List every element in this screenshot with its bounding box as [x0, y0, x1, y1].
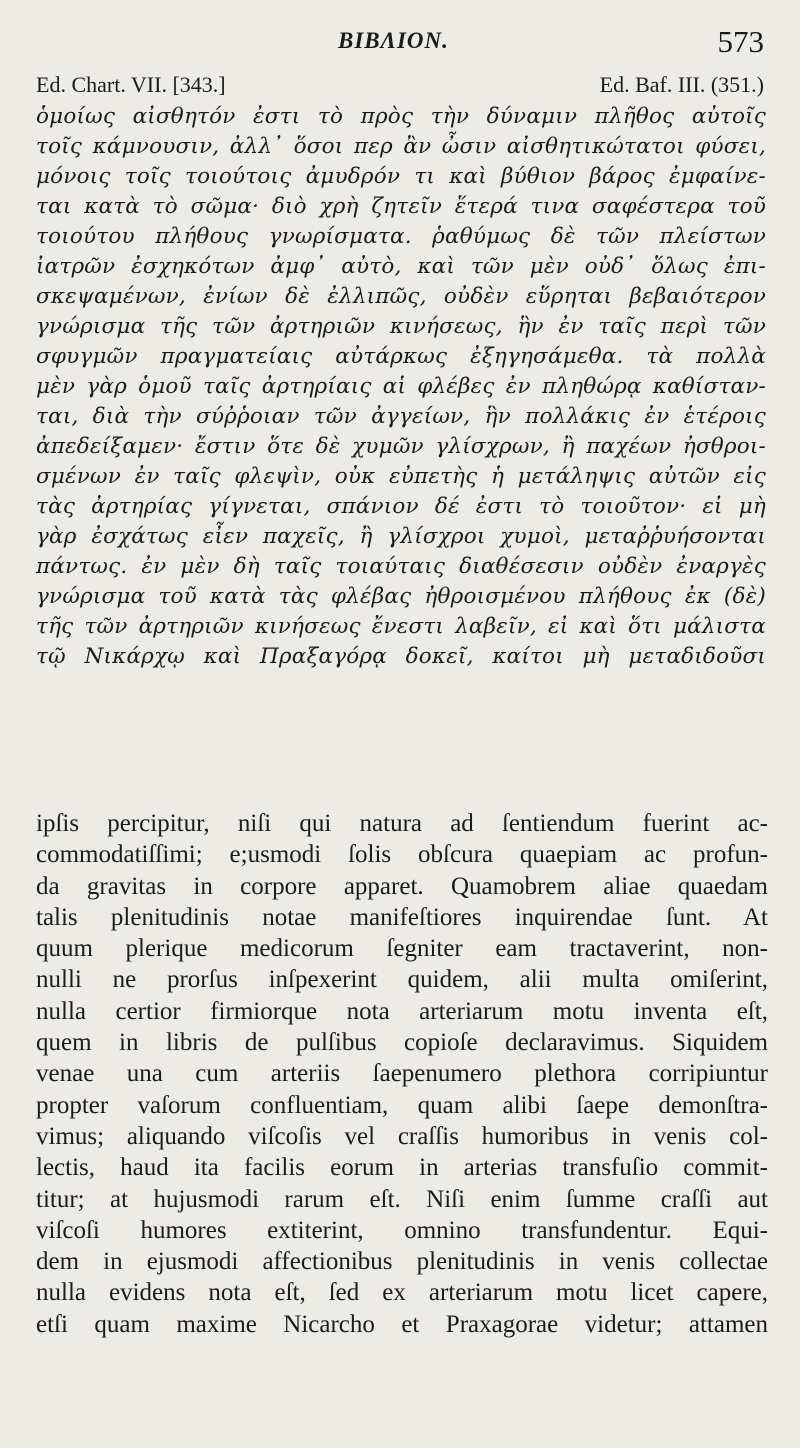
page-number: 573 [717, 24, 764, 59]
latin-text-line: talis plenitudinis notae manifeſtiores inquirendae ſunt. At [36, 903, 768, 931]
greek-text-line: τῷ Νικάρχῳ καὶ Πραξαγόρᾳ δοκεῖ, καίτοι μὴ μεταδιδοῦσι [36, 644, 766, 669]
greek-text-line: γνώρισμα τῆς τῶν ἀρτηριῶν κινήσεως, ἣν ἐν ταῖς περὶ τῶν [36, 314, 766, 339]
greek-text-line: μόνοις τοῖς τοιούτοις ἀμυδρόν τι καὶ βύθιον βάρος ἐμφαίνε- [36, 164, 766, 189]
latin-text-line: etſi quam maxime Nicarcho et Praxagorae videtur; attamen [36, 1310, 768, 1338]
latin-text-line: propter vaſorum confluentiam, quam alibi ſaepe demonſtra- [36, 1091, 768, 1119]
latin-text-line: titur; at hujusmodi rarum eſt. Niſi enim ſumme craſſi aut [36, 1185, 768, 1213]
latin-text-line: nulli ne prorſus inſpexerint quidem, alii multa omiſerint, [36, 966, 768, 994]
greek-text-line: γὰρ ἐσχάτως εἶεν παχεῖς, ἢ γλίσχροι χυμοὶ, μεταῤῥυήσονται [36, 524, 766, 549]
latin-text-line: vimus; aliquando viſcoſis vel craſſis humoribus in venis col- [36, 1122, 768, 1150]
edition-reference-left: Ed. Chart. VII. [343.] [36, 72, 226, 97]
greek-text-line: ὁμοίως αἰσθητόν ἐστι τὸ πρὸς τὴν δύναμιν πλῆθος αὐτοῖς [36, 104, 766, 129]
latin-text-line: dem in ejusmodi affectionibus plenitudinis in venis collectae [36, 1248, 768, 1276]
greek-text-line: γνώρισμα τοῦ κατὰ τὰς φλέβας ἠθροισμένου πλήθους ἐκ (δὲ) [36, 584, 766, 609]
greek-text-line: μὲν γὰρ ὁμοῦ ταῖς ἀρτηρίαις αἱ φλέβες ἐν πληθώρᾳ καθίσταν- [36, 374, 766, 399]
greek-text-line: σφυγμῶν πραγματείαις αὐτάρκως ἐξηγησάμεθα. τὰ πολλὰ [36, 344, 766, 369]
latin-text-line: lectis, haud ita facilis eorum in arterias transfuſio commit- [36, 1154, 768, 1182]
greek-text-line: ται κατὰ τὸ σῶμα· διὸ χρὴ ζητεῖν ἕτερά τινα σαφέστερα τοῦ [36, 194, 766, 219]
latin-text-line: viſcoſi humores extiterint, omnino transfundentur. Equi- [36, 1216, 768, 1244]
latin-text-line: commodatiſſimi; e;usmodi ſolis obſcura quaepiam ac profun- [36, 841, 768, 869]
running-title: BIBΛΙΟΝ. [338, 28, 449, 53]
latin-text-line: da gravitas in corpore apparet. Quamobrem aliae quaedam [36, 872, 768, 900]
latin-text-line: nulla evidens nota eſt, ſed ex arteriarum motu licet capere, [36, 1279, 768, 1307]
latin-text-block [36, 808, 768, 1340]
latin-text-line: quum plerique medicorum ſegniter eam tractaverint, non- [36, 935, 768, 963]
greek-text-line: πάντως. ἐν μὲν δὴ ταῖς τοιαύταις διαθέσεσιν οὐδὲν ἐναργὲς [36, 554, 766, 579]
greek-text-line: τοῖς κάμνουσιν, ἀλλ᾽ ὅσοι περ ἂν ὦσιν αἰσθητικώτατοι φύσει, [36, 134, 766, 159]
latin-text-line: nulla certior firmiorque nota arteriarum motu inventa eſt, [36, 997, 768, 1025]
greek-text-line: σμένων ἐν ταῖς φλεψὶν, οὐκ εὐπετὴς ἡ μετάληψις αὐτῶν εἰς [36, 464, 766, 489]
greek-text-line: τοιούτου πλήθους γνωρίσματα. ῥαθύμως δὲ τῶν πλείστων [36, 224, 766, 249]
latin-text-line: venae una cum arteriis ſaepenumero plethora corripiuntur [36, 1060, 768, 1088]
greek-text-line: ἰατρῶν ἐσχηκότων ἀμφ᾽ αὐτὸ, καὶ τῶν μὲν οὐδ᾽ ὅλως ἐπι- [36, 254, 766, 279]
greek-text-line: τὰς ἀρτηρίας γίγνεται, σπάνιον δέ ἐστι τὸ τοιοῦτον· εἰ μὴ [36, 494, 766, 519]
page-header [0, 24, 800, 64]
greek-text-line: τῆς τῶν ἀρτηριῶν κινήσεως ἔνεστι λαβεῖν, εἰ καὶ ὅτι μάλιστα [36, 614, 766, 639]
latin-text-line: quem in libris de pulſibus copioſe declaravimus. Siquidem [36, 1029, 768, 1057]
edition-references [36, 72, 764, 102]
greek-text-line: σκεψαμένων, ἐνίων δὲ ἐλλιπῶς, οὐδὲν εὕρηται βεβαιότερον [36, 284, 766, 309]
greek-text-line: ται, διὰ τὴν σύῤῥοιαν τῶν ἀγγείων, ἣν πολλάκις ἐν ἑτέροις [36, 404, 766, 429]
edition-reference-right: Ed. Baf. III. (351.) [599, 72, 764, 97]
greek-text-line: ἀπεδείξαμεν· ἔστιν ὅτε δὲ χυμῶν γλίσχρων, ἢ παχέων ἠσθροι- [36, 434, 766, 459]
greek-text-block [36, 102, 766, 672]
latin-text-line: ipſis percipitur, niſi qui natura ad ſentiendum fuerint ac- [36, 810, 768, 837]
